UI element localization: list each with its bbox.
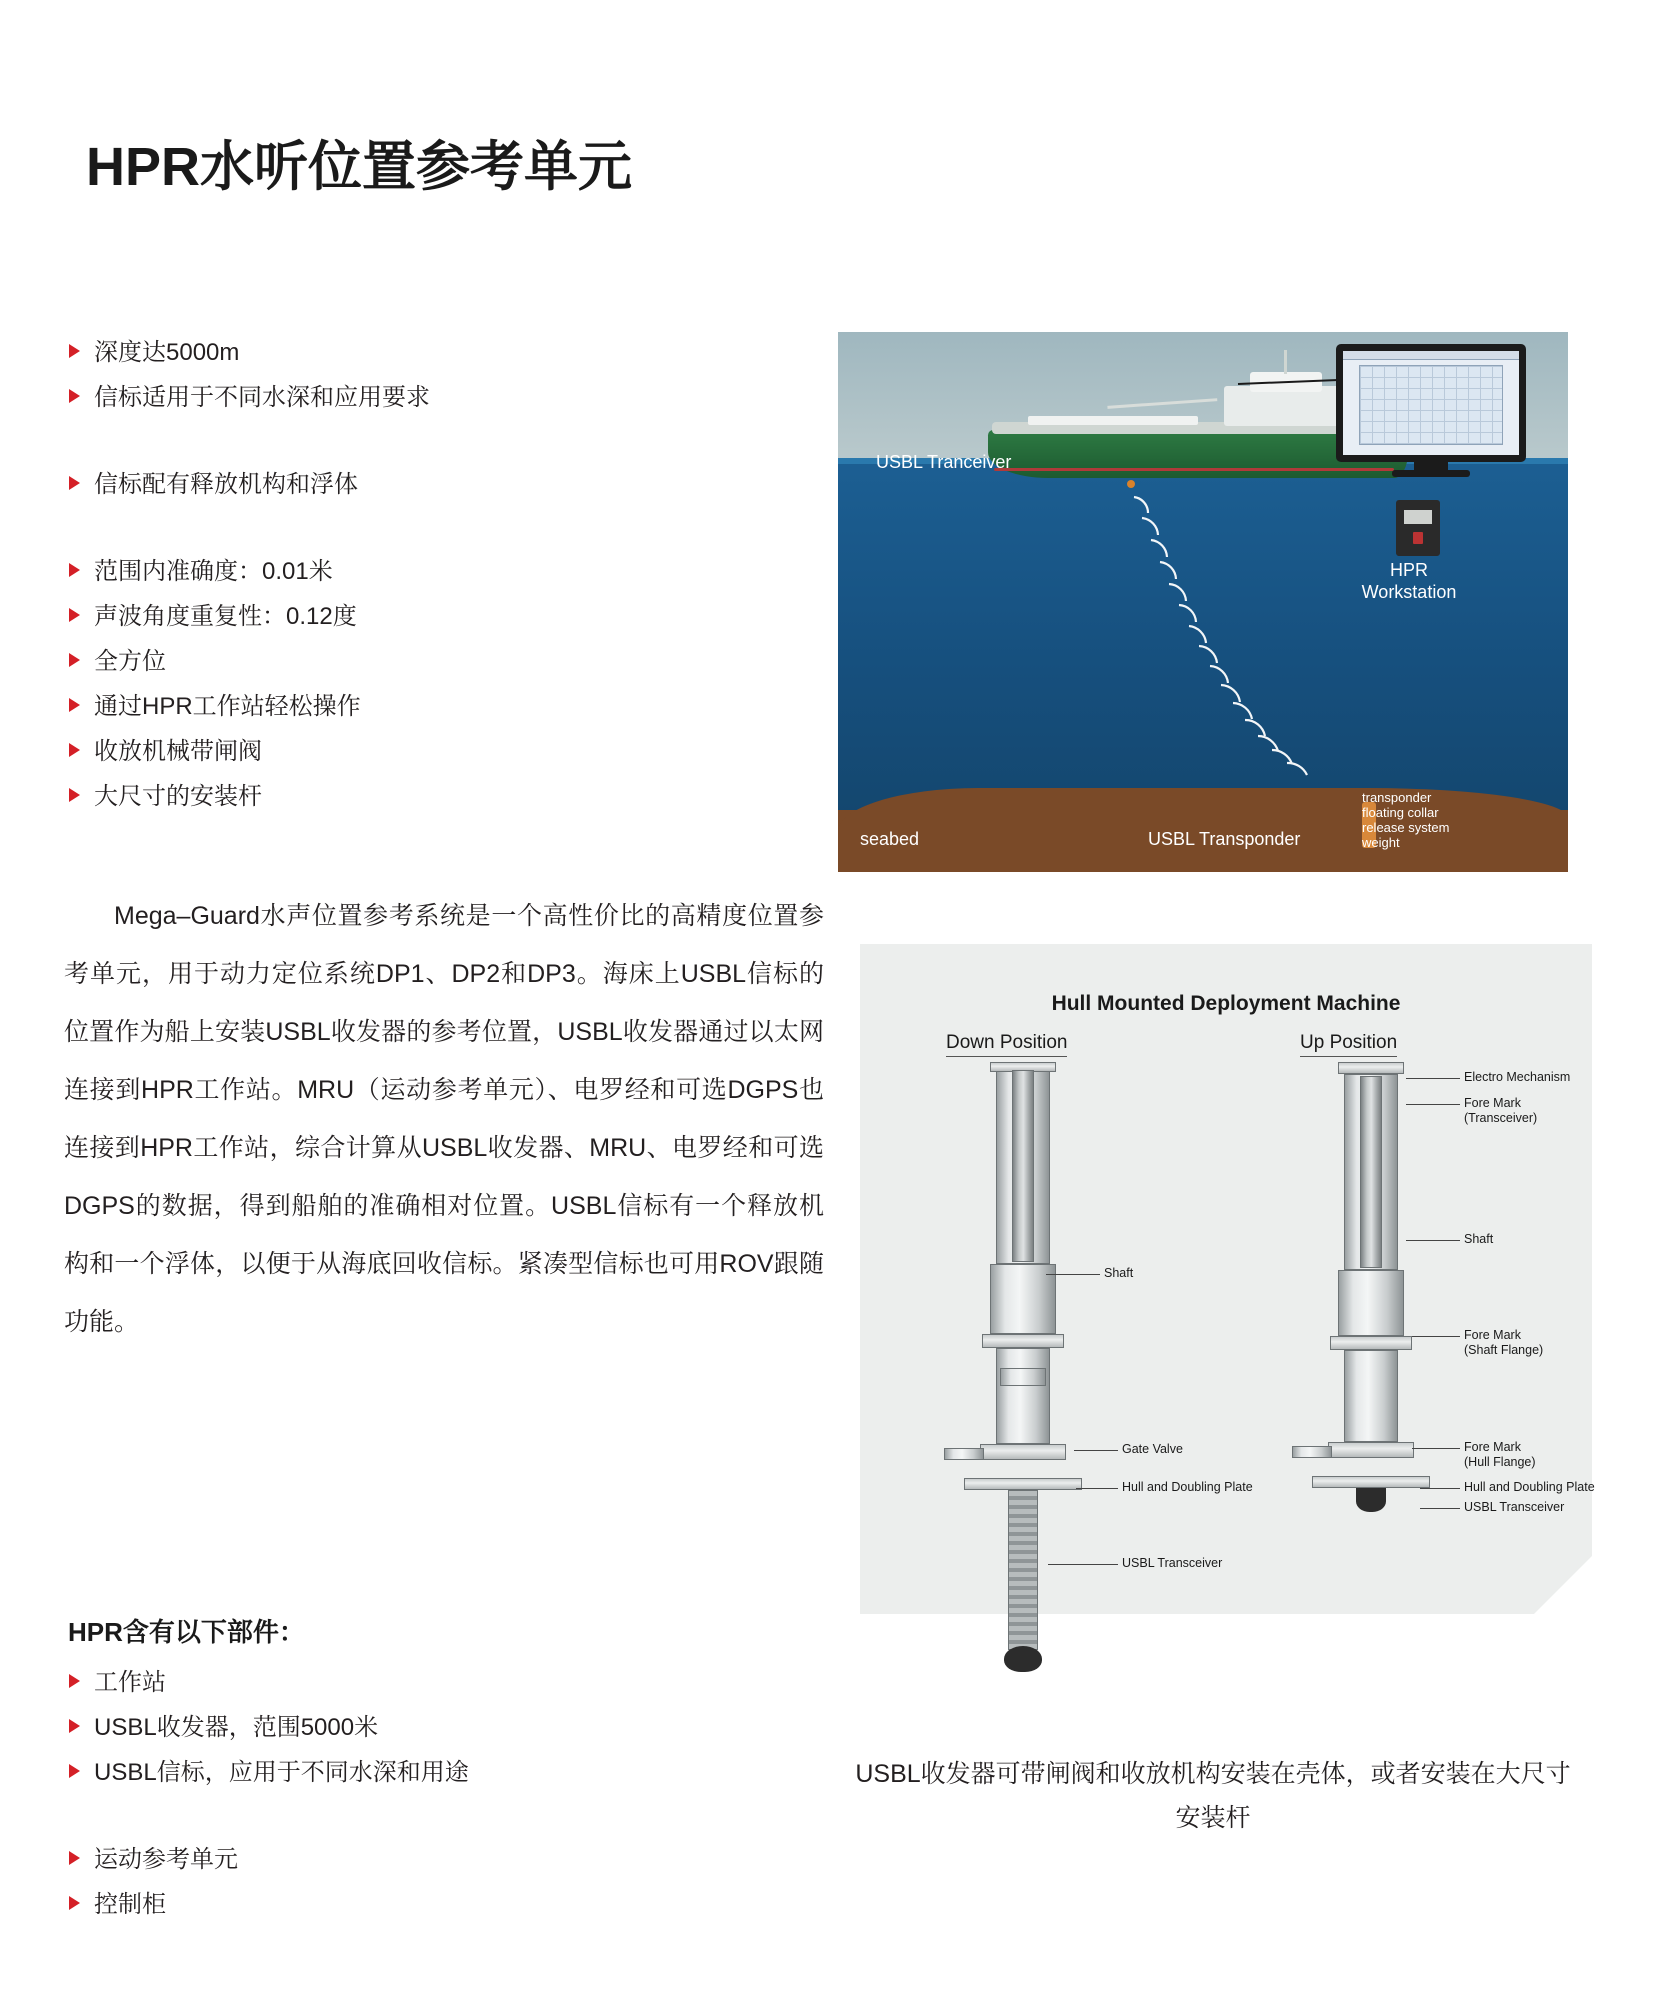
list-item xyxy=(64,1660,824,1705)
callout-fore-mark-shaft-flange-sub: (Shaft Flange) xyxy=(1464,1343,1544,1357)
figure-deployment-machine xyxy=(860,944,1595,1614)
callout-leader xyxy=(1076,1488,1118,1489)
callout-leader xyxy=(1074,1450,1118,1451)
figure-corner-cut xyxy=(1534,1556,1592,1614)
callout-fore-mark-transceiver: Fore Mark xyxy=(1464,1096,1521,1110)
callout-fore-mark-hull-flange-sub: (Hull Flange) xyxy=(1464,1455,1536,1469)
list-item-label: 运动参考单元 xyxy=(94,1846,238,1873)
gate-valve-handle xyxy=(1292,1446,1332,1458)
callout-usbl-transceiver-down: USBL Transceiver xyxy=(1122,1556,1223,1570)
triangle-bullet-icon xyxy=(69,1896,80,1910)
triangle-bullet-icon xyxy=(69,476,80,490)
list-item xyxy=(64,330,824,375)
hpr-workstation-computer xyxy=(1396,500,1440,556)
screen-toolbar xyxy=(1343,351,1519,360)
list-item-label: 信标配有释放机构和浮体 xyxy=(94,471,358,498)
list-item xyxy=(64,594,824,639)
list-item xyxy=(64,684,824,729)
callout-leader xyxy=(1406,1240,1460,1241)
callout-gate-valve: Gate Valve xyxy=(1122,1442,1183,1456)
list-item xyxy=(64,774,824,819)
triangle-bullet-icon xyxy=(69,563,80,577)
vessel-superstructure xyxy=(1224,386,1352,426)
triangle-bullet-icon xyxy=(69,653,80,667)
list-item-label: 全方位 xyxy=(94,648,166,675)
callout-leader xyxy=(1420,1508,1460,1509)
drive-slot xyxy=(1404,510,1432,524)
list-item-label: 大尺寸的安装杆 xyxy=(94,783,262,810)
figure-title: Hull Mounted Deployment Machine xyxy=(1051,992,1401,1015)
triangle-bullet-icon xyxy=(69,788,80,802)
legend-item: floating collar xyxy=(1362,805,1439,820)
callout-leader xyxy=(1048,1564,1118,1565)
list-item-label: 声波角度重复性：0.12度 xyxy=(94,603,357,630)
power-button-icon xyxy=(1413,532,1423,544)
monitor-base xyxy=(1392,470,1470,477)
legend-item: weight xyxy=(1362,835,1400,850)
callout-fore-mark-transceiver-sub: (Transceiver) xyxy=(1464,1111,1538,1125)
list-item xyxy=(64,1882,824,1927)
triangle-bullet-icon xyxy=(69,1719,80,1733)
gate-valve-body xyxy=(1328,1442,1414,1458)
label-seabed: seabed xyxy=(860,829,920,849)
list-item-label: 信标适用于不同水深和应用要求 xyxy=(94,384,430,411)
flange-upper xyxy=(982,1334,1064,1348)
list-item-label: 收放机械带闸阀 xyxy=(94,738,262,765)
label-hpr: HPR xyxy=(1389,560,1428,580)
callout-leader xyxy=(1406,1104,1460,1105)
list-item-label: USBL收发器，范围5000米 xyxy=(94,1714,379,1741)
legend-item: transponder xyxy=(1362,790,1432,805)
triangle-bullet-icon xyxy=(69,1764,80,1778)
callout-hull-plate-down: Hull and Doubling Plate xyxy=(1122,1480,1253,1494)
list-item xyxy=(64,375,824,420)
list-item-label: 通过HPR工作站轻松操作 xyxy=(94,693,361,720)
mast-inner-rail xyxy=(1012,1070,1034,1262)
electro-mechanism-top xyxy=(1338,1062,1404,1074)
vessel-waterline-stripe xyxy=(994,468,1394,471)
callout-fore-mark-hull-flange: Fore Mark xyxy=(1464,1440,1521,1454)
carriage-housing xyxy=(1338,1270,1404,1336)
components-list-container xyxy=(64,1660,824,1927)
feature-list-container xyxy=(64,330,824,819)
track-plot-grid xyxy=(1359,365,1503,445)
list-item-label: USBL信标，应用于不同水深和用途 xyxy=(94,1759,469,1786)
callout-leader xyxy=(1412,1336,1460,1337)
usbl-transceiver-head xyxy=(1356,1488,1386,1512)
mast-inner-rail xyxy=(1360,1076,1382,1268)
list-item xyxy=(64,462,824,507)
feature-list xyxy=(64,330,824,819)
shaft-collar xyxy=(1000,1368,1046,1386)
transceiver-shaft xyxy=(1008,1490,1038,1650)
sea-background xyxy=(838,460,1568,812)
callout-electro-mechanism: Electro Mechanism xyxy=(1464,1070,1571,1084)
list-item xyxy=(64,639,824,684)
up-position-title: Up Position xyxy=(1300,1032,1397,1057)
callout-shaft-down: Shaft xyxy=(1104,1266,1134,1280)
label-workstation: Workstation xyxy=(1361,582,1457,602)
list-item xyxy=(64,1705,824,1750)
list-item xyxy=(64,549,824,594)
callout-fore-mark-shaft-flange: Fore Mark xyxy=(1464,1328,1521,1342)
list-item xyxy=(64,1750,824,1795)
triangle-bullet-icon xyxy=(69,608,80,622)
figure-usbl-system-diagram xyxy=(838,332,1568,872)
mid-tube xyxy=(1344,1350,1398,1442)
hpr-workstation-monitor xyxy=(1336,344,1526,484)
label-usbl-tranceiver: USBL Tranceiver xyxy=(876,452,1012,472)
list-item-label: 控制柜 xyxy=(94,1891,166,1918)
gate-valve-handle xyxy=(944,1448,984,1460)
components-heading: HPR含有以下部件： xyxy=(68,1617,305,1647)
transponder-legend xyxy=(1362,790,1562,850)
legend-item: release system xyxy=(1362,820,1450,835)
list-item xyxy=(64,1837,824,1882)
body-paragraph: Mega–Guard水声位置参考系统是一个高性价比的高精度位置参考单元，用于动力定位系统DP1、DP2和DP3。海床上USBL信标的位置作为船上安装USBL收发器的参考位置，USBL收发器通过以太网连接到HPR工作站。MRU（运动参考单元）、电罗经和可选DGPS也连接到HPR工作站，综合计算从USBL收发器、MRU、电罗经和可选DGPS的数据，得到船舶的准确相对位置。USBL信标有一个释放机构和一个浮体，以便于从海底回收信标。紧凑型信标也可用ROV跟随功能。 xyxy=(64,902,824,1336)
callout-leader xyxy=(1046,1274,1100,1275)
callout-leader xyxy=(1412,1448,1460,1449)
down-position-machine-drawing xyxy=(956,1068,1166,1588)
triangle-bullet-icon xyxy=(69,743,80,757)
mid-tube xyxy=(996,1348,1050,1444)
page-title: HPR水听位置参考单元 xyxy=(86,137,633,198)
label-usbl-transponder: USBL Transponder xyxy=(1148,829,1301,849)
list-item-label: 工作站 xyxy=(94,1669,166,1696)
triangle-bullet-icon xyxy=(69,389,80,403)
callout-hull-plate-up: Hull and Doubling Plate xyxy=(1464,1480,1595,1494)
callout-shaft-up: Shaft xyxy=(1464,1232,1494,1246)
down-position-title: Down Position xyxy=(946,1032,1067,1057)
figure-bottom-caption: USBL收发器可带闸阀和收放机构安装在壳体，或者安装在大尺寸安装杆 xyxy=(855,1760,1571,1832)
triangle-bullet-icon xyxy=(69,344,80,358)
monitor-screen xyxy=(1343,351,1519,455)
components-list xyxy=(64,1660,824,1927)
triangle-bullet-icon xyxy=(69,1851,80,1865)
list-item xyxy=(64,729,824,774)
list-item-label: 范围内准确度：0.01米 xyxy=(94,558,333,585)
list-item-label: 深度达5000m xyxy=(94,339,240,366)
hull-doubling-plate xyxy=(1312,1476,1430,1488)
hull-doubling-plate xyxy=(964,1478,1082,1490)
triangle-bullet-icon xyxy=(69,698,80,712)
callout-leader xyxy=(1420,1488,1460,1489)
vessel-mast xyxy=(1284,350,1287,374)
vessel-bridge xyxy=(1250,372,1322,392)
gate-valve-body xyxy=(980,1444,1066,1460)
callout-leader xyxy=(1406,1078,1460,1079)
triangle-bullet-icon xyxy=(69,1674,80,1688)
shaft-flange xyxy=(1330,1336,1412,1350)
callout-usbl-transceiver-up: USBL Transceiver xyxy=(1464,1500,1565,1514)
usbl-transceiver-head xyxy=(1004,1646,1042,1672)
